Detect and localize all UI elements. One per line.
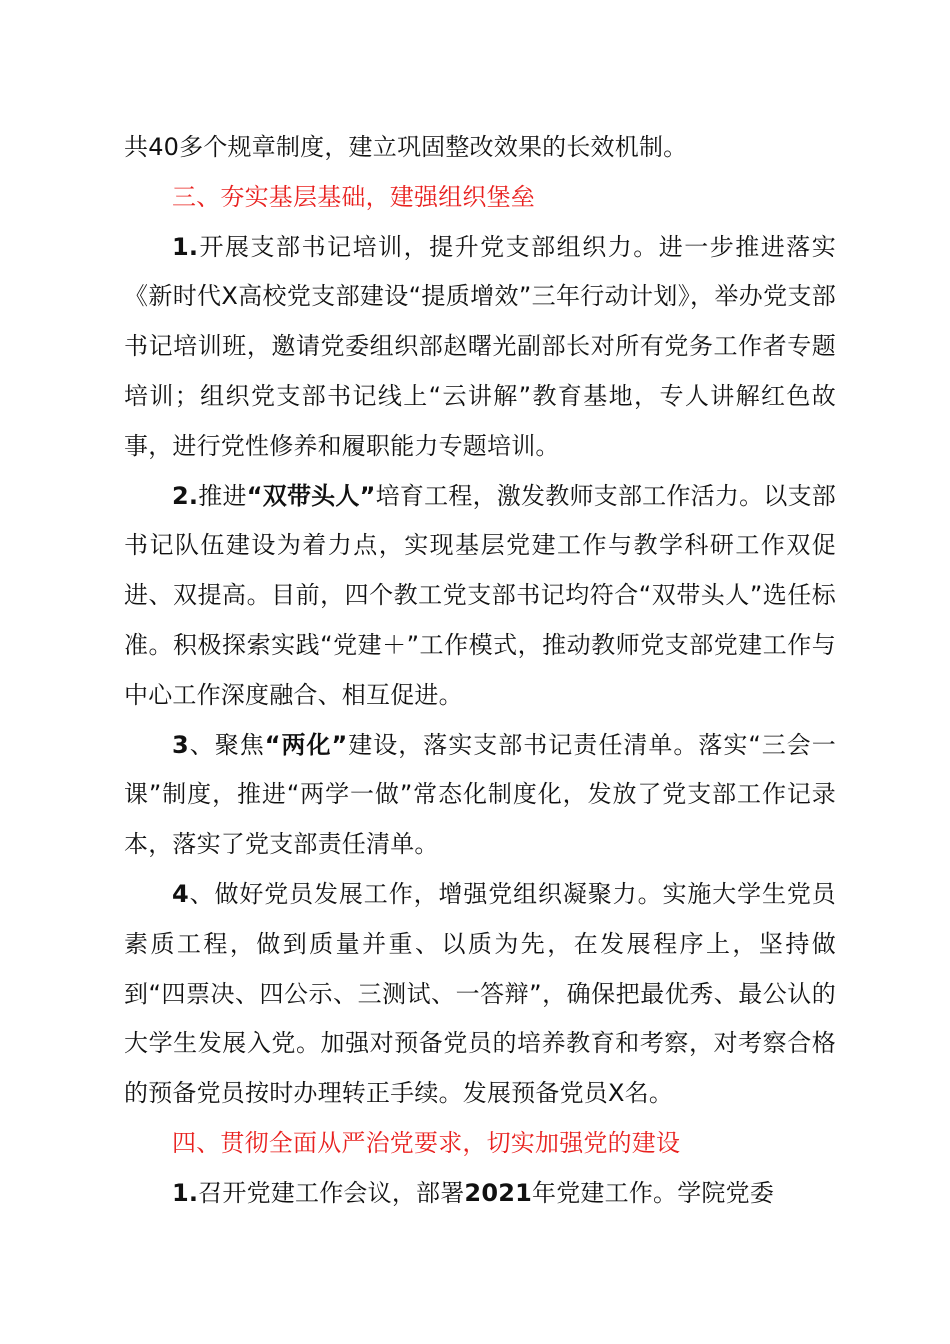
section-4-item-1	[124, 1169, 836, 1219]
item-body: 落实“三会一课”制度，推进“两学一做”常态化制度化，发放了党支部工作记录本，落实了党支部责任清单。	[124, 730, 836, 859]
section-3-item-3	[124, 721, 836, 870]
document-page	[124, 123, 836, 1219]
item-number: 3	[172, 730, 189, 759]
item-number: 2.	[172, 481, 199, 510]
item-body: 实施大学生党员素质工程，做到质量并重、以质为先，在发展程序上，坚持做到“四票决、四公示、三测试、一答辩”，确保把最优秀、最公认的大学生发展入党。加强对预备党员的培养教育和考察，对考察合格的预备党员按时办理转正手续。发展预备党员X名。	[124, 879, 836, 1108]
continuation-paragraph: 共40多个规章制度，建立巩固整改效果的长效机制。	[124, 133, 688, 161]
item-number: 1.	[172, 232, 199, 261]
item-number: 4	[172, 879, 189, 908]
item-body: 以支部书记队伍建设为着力点，实现基层党建工作与教学科研工作双促进、双提高。目前，四个教工党支部书记均符合“双带头人”选任标准。积极探索实践“党建＋”工作模式，推动教师党支部党建工作与中心工作深度融合、相互促进。	[124, 481, 837, 709]
item-title-bold: “双带头人”	[246, 481, 376, 510]
item-body: 进一步推进落实《新时代X高校党支部建设“提质增效”三年行动计划》，举办党支部书记培训班，邀请党委组织部赵曙光副部长对所有党务工作者专题培训；组织党支部书记线上“云讲解”教育基地，专人讲解红色故事，进行党性修养和履职能力专题培训。	[124, 232, 836, 460]
item-title: 、做好党员发展工作，增强党组织凝聚力。	[188, 879, 663, 908]
section-3-item-2	[124, 472, 836, 721]
item-body: 学院党委	[677, 1178, 775, 1207]
item-number: 1.	[172, 1178, 199, 1207]
item-title-bold: 2021	[464, 1178, 533, 1207]
section-3-item-4	[124, 870, 836, 1119]
section-4-heading: 四、贯彻全面从严治党要求，切实加强党的建设	[172, 1128, 681, 1157]
section-3-item-1	[124, 223, 836, 472]
item-title-pre: 召开党建工作会议，部署	[198, 1178, 465, 1207]
item-title-pre: 、聚焦	[188, 730, 265, 759]
item-title-post: 培育工程，激发教师支部工作活力。	[375, 481, 764, 510]
item-title-pre: 推进	[198, 481, 247, 510]
section-3-heading: 三、夯实基层基础，建强组织堡垒	[172, 182, 535, 211]
item-title-bold: “两化”	[264, 730, 348, 759]
item-title-post: 建设，落实支部书记责任清单。	[347, 730, 699, 759]
item-title: 开展支部书记培训，提升党支部组织力。	[198, 232, 659, 261]
item-title-post: 年党建工作。	[532, 1178, 678, 1207]
